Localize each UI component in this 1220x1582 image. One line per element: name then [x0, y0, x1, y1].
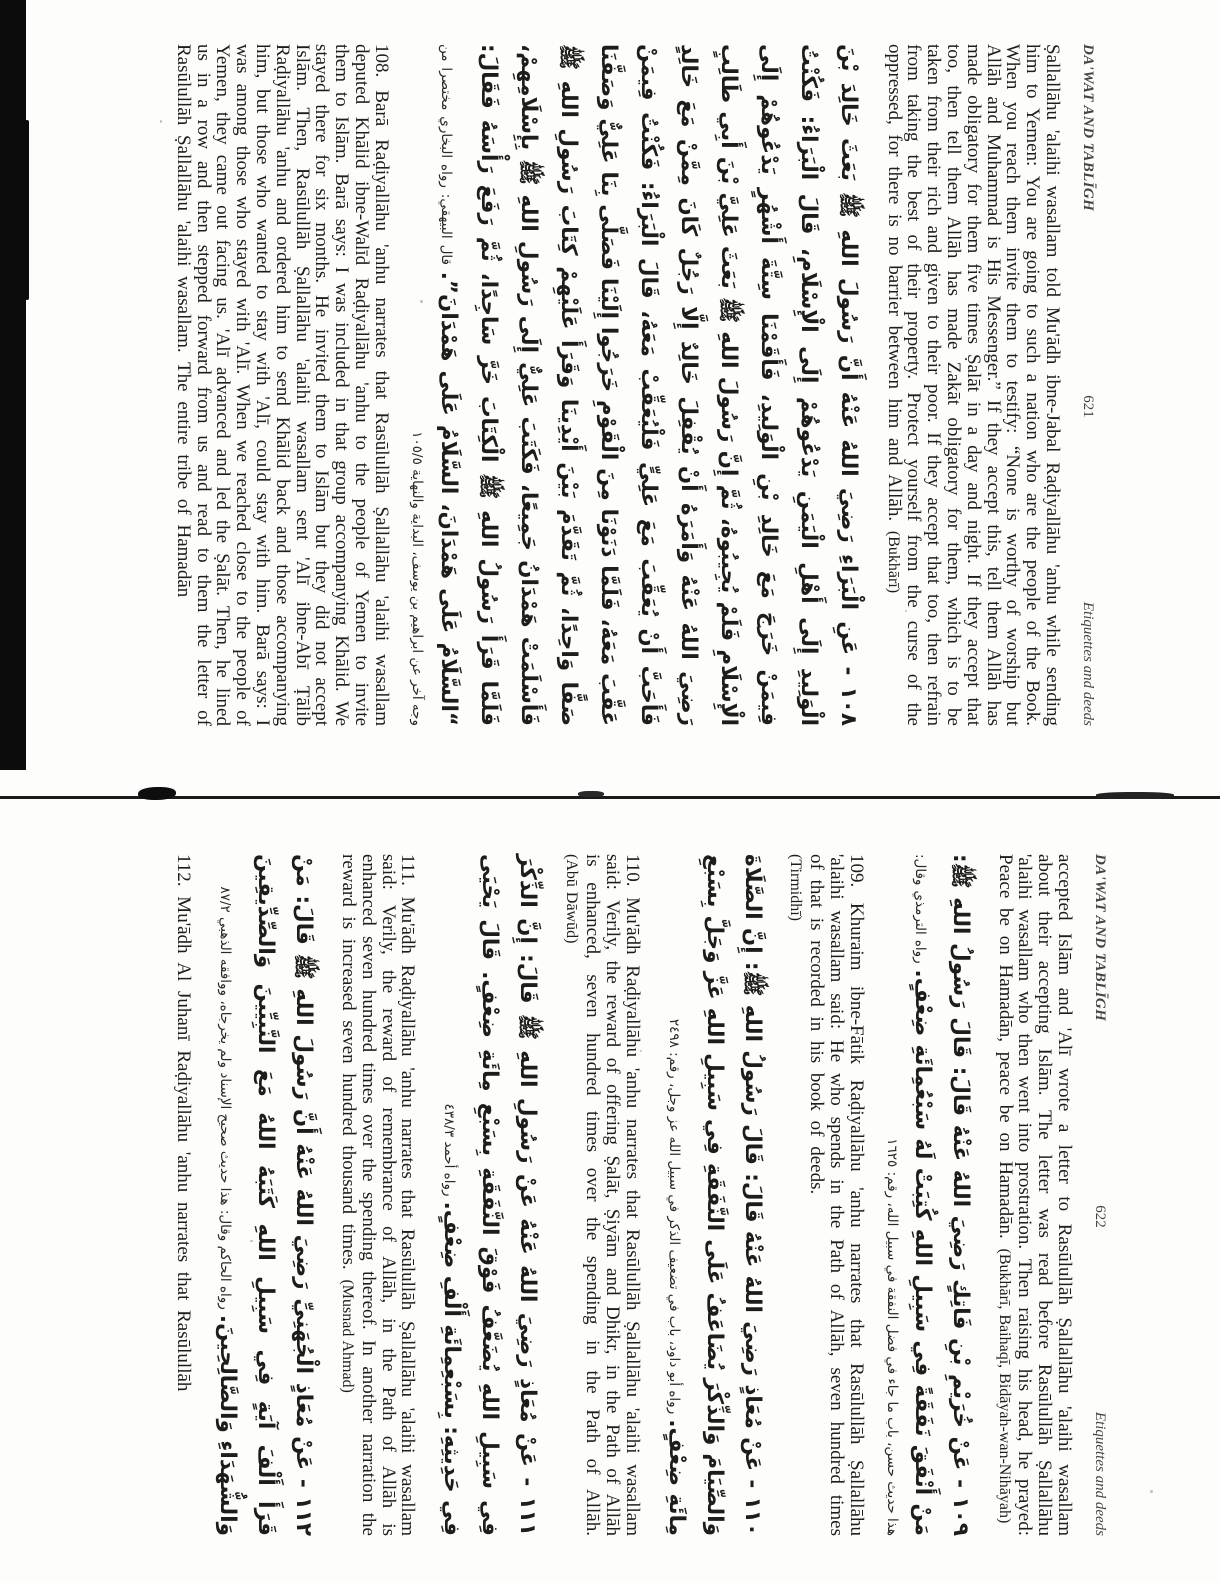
- section-title: Etiquettes and deeds: [1080, 601, 1096, 726]
- hadith-110-translation: [561, 854, 641, 1536]
- chapter-title: DA'WAT AND TABLĪGH: [1080, 44, 1096, 212]
- page-divider-line: [0, 796, 1220, 799]
- hadith-108-citation: (Bukhārī, Baihaqī, Bidāyah-wan-Nihāyah): [995, 1248, 1013, 1524]
- hadith-112-arabic: [208, 854, 322, 1536]
- hadith-111-translation: [337, 854, 417, 1536]
- chapter-title: DA'WAT AND TABLĪGH: [1092, 854, 1108, 1022]
- scan-ink-blob: [138, 787, 176, 800]
- hadith-111-translation-text: 111. Mu'ādh Raḍiyallāhu 'anhu narrates that Rasūlullāh Ṣallallāhu 'alaihi wasallam said: Verily, the reward of remembrance of Allāh, in the Path of Allāh is enhanced seven hundred times over the spending thereof. In another narration the reward is increased seven hundred thousand times.: [338, 854, 419, 1536]
- hadith-112-arabic-text: ١١٢ - عَنْ مُعَاذٍ الْجُهَنِيِّ رَضِيَ اللهُ عَنْهُ أَنَّ رَسُولَ اللهِ ﷺ قَالَ: مَنْ قَرَأَ أَلْفَ آيَةٍ فِي سَبِيلِ اللهِ كَتَبَهُ اللهُ مَعَ النَّبِيِّينَ وَالصِّدِّيقِينَ وَالشُّهَدَاءِ وَالصَّالِحِينَ.: [215, 854, 317, 1536]
- section-title: Etiquettes and deeds: [1092, 1411, 1108, 1536]
- hadith-111-citation: (Musnad Ahmad): [339, 1279, 357, 1393]
- hadith-112-arabic-reference: رواه الحاكم وقال: هذا حديث صحيح الإسناد ولم يخرجاه، ووافقه الذهبي ٨٧/٢: [217, 886, 234, 1310]
- hadith-108-arabic-reference: قال البيهقي: رواه البخاري مختصرا من وجه آخر عن ابراهيم بن يوسف، البداية والنهاية ١٠٥/٥: [408, 44, 454, 726]
- hadith-108-arabic-text: ١٠٨ - عَنِ الْبَرَاءِ رَضِيَ اللهُ عَنْهُ أَنَّ رَسُولَ اللهِ ﷺ بَعَثَ خَالِدَ بْنَ الْوَلِيدِ إِلَى أَهْلِ الْيَمَنِ يَدْعُوهُمْ إِلَى الْإِسْلَامِ، قَالَ الْبَرَاءُ: فَكُنْتُ فِيمَنْ خَرَجَ مَعَ خَالِدِ بْنِ الْوَلِيدِ، فَأَقَمْنَا سِتَّةَ أَشْهُرٍ يَدْعُوهُمْ إِلَى الْإِسْلَامِ فَلَمْ يُجِيبُوهُ، ثُمَّ إِنَّ رَسُولَ اللهِ ﷺ بَعَثَ عَلِيَّ بْنَ أَبِي طَالِبٍ رَضِيَ اللهُ عَنْهُ وَأَمَرَهُ أَنْ يُقْفِلَ خَالِدٌ إِلَّا رَجُلٌ كَانَ مِمَّنْ مَعَ خَالِدٍ فَأَحَبَّ أَنْ يُعَقِّبَ مَعَ عَلِيٍّ فَلْيُعَقِّبْ مَعَهُ، قَالَ الْبَرَاءُ: فَكُنْتُ فِيمَنْ عَقَّبَ مَعَهُ، فَلَمَّا دَنَوْنَا مِنَ الْقَوْمِ خَرَجُوا إِلَيْنَا فَصَلَّى بِنَا عَلِيٌّ وَصَفَّنَا صَفًّا وَاحِدًا، ثُمَّ تَقَدَّمَ بَيْنَ أَيْدِينَا وَقَرَأَ عَلَيْهِمْ كِتَابَ رَسُولِ اللهِ ﷺ فَأَسْلَمَتْ هَمْدَانُ جَمِيعًا، فَكَتَبَ عَلِيٌّ إِلَى رَسُولِ اللهِ ﷺ بِإِسْلَامِهِمْ، فَلَمَّا قَرَأَ رَسُولُ اللهِ ﷺ الْكِتَابَ خَرَّ سَاجِدًا، ثُمَّ رَفَعَ رَأْسَهُ فَقَالَ: “السَّلَامُ عَلَى هَمْدَانَ، السَّلَامُ عَلَى هَمْدَانَ”.: [435, 44, 861, 726]
- page-number: 621: [1080, 395, 1096, 418]
- running-header: [1079, 44, 1096, 726]
- hadith-110-arabic-text: ١١٠ - عَنْ مُعَاذٍ رَضِيَ اللهُ عَنْهُ قَالَ: قَالَ رَسُولُ اللهِ ﷺ: إِنَّ الصَّلَاةَ وَالصِّيَامَ وَالذِّكْرَ يُضَاعَفُ عَلَى النَّفَقَةِ فِي سَبِيلِ اللهِ عَزَّ وَجَلَّ بِسَبْعِ مِائَةِ ضِعْفٍ.: [663, 854, 765, 1536]
- hadith-110-translation-text: 110. Mu'ādh Raḍiyallāhu 'anhu narrates that Rasūlullāh Ṣallallāhu 'alaihi wasallam said: Verily, the reward of offering Ṣalāt, Ṣiyām and Dhikr, in the Path of Allāh is enhanced, seven hundred times over the spending in the Path of Allāh.: [582, 854, 643, 1536]
- hadith-107-citation: (Bukhārī): [884, 530, 902, 594]
- hadith-109-arabic-reference: رواه الترمذي وقال: هذا حديث حسن، باب ما جاء في فضل النفقة في سبيل الله، رقم: ١٦٢٥: [883, 854, 928, 1536]
- hadith-111-arabic-text: ١١١ - عَنْ مُعَاذٍ رَضِيَ اللهُ عَنْهُ عَنْ رَسُولِ اللهِ ﷺ قَالَ: إِنَّ الذِّكْرَ فِي سَبِيلِ اللهِ يُضَعَّفُ فَوْقَ النَّفَقَةِ بِسَبْعِ مِائَةِ ضِعْفٍ. قَالَ يَحْيَى فِي حَدِيثِهِ: بِسَبْعِمِائَةِ أَلْفِ ضِعْفٍ.: [439, 854, 541, 1536]
- scan-ink-blob: [1096, 792, 1174, 799]
- hadith-109-translation: [786, 854, 866, 1536]
- hadith-107-translation-text: Ṣallallāhu 'alaihi wasallam told Mu'ādh ibne-Jabal Raḍiyallāhu 'anhu while sending him to Yemen: You are going to such a nation who are the people of the Book. When you reach them invite them to testify: “None is worthy of worship but Allāh and Muhammad is His Messenger.” If they accept this, tell them Allāh has made obligatory for them five times Ṣalāt in a day and night. If they accept that too, then tell them Allāh has made Zakāt obligatory for them, which is to be taken from their rich and given to their poor. If they accept that too, then refrain from taking the best of their property. Protect yourself from the curse of the oppressed, for there is no barrier between him and Allāh.: [883, 44, 1063, 726]
- hadith-111-arabic-reference: رواه أحمد ٤٣٨/٣: [441, 1103, 458, 1197]
- hadith-109-citation: (Tirmidhī): [787, 854, 805, 921]
- hadith-109-arabic: [881, 854, 979, 1536]
- hadith-108-translation-continued-text: accepted Islām and 'Alī wrote a letter to Rasūlullāh Ṣallallāhu 'alaihi wasallam about their accepting Islām. The letter was read before Rasūlullāh Ṣallallāhu 'alaihi wasallam who then went into prostration. Then raising his head, he prayed: Peace be on Hamadān, peace be on Hamadān.: [994, 854, 1075, 1536]
- hadith-111-arabic: [432, 854, 546, 1536]
- hadith-112-translation-text: 112. Mu'ādh Al Juhanī Raḍiyallāhu 'anhu narrates that Rasūlullāh: [173, 854, 195, 1392]
- page-number: 622: [1092, 1205, 1108, 1228]
- hadith-110-citation: (Abū Dāwūd): [563, 854, 581, 944]
- hadith-107-translation: [883, 44, 1062, 726]
- hadith-108-arabic: [406, 44, 868, 726]
- hadith-110-arabic-reference: رواه أبو داود، باب في تضعيف الذكر في سبيل الله عز وجل، رقم: ٢٤٩٨: [665, 1018, 682, 1415]
- running-header: [1091, 854, 1108, 1536]
- hadith-108-translation: [173, 44, 391, 726]
- hadith-108-translation-continued: [994, 854, 1074, 1536]
- hadith-109-translation-text: 109. Khuraim ibne-Fātik Raḍiyallāhu 'anhu narrates that Rasūlullāh Ṣallallāhu 'alaihi wasallam said: He who spends in the Path of Allāh, seven hundred times of that is recorded in his book of deeds.: [806, 854, 867, 1536]
- hadith-108-translation-text: 108. Barā Raḍiyallāhu 'anhu narrates that Rasūlullāh Ṣallallāhu 'alaihi wasallam deputed Khālid ibne-Walīd Raḍiyallāhu 'anhu to the people of Yemen to invite them to Islām. Barā says: I was included in that group accompanying Khālid. We stayed there for six months. He invited them to Islām but they did not accept Islām. Then, Rasūlullāh Ṣallallāhu 'alaihi wasallam sent 'Alī ibne-Abī Ṭālib Raḍiyallāhu 'anhu and ordered him to send Khālid back and those accompanying him, but those who wanted to stay with 'Alī, could stay with him. Barā says: I was among those who stayed with 'Alī. When we reached close to the people of Yemen, they came out facing us. 'Alī advanced and led the Ṣalāt. Then, he lined us in a row and then stepped forward from us and read to them the letter of Rasūlullāh Ṣallallāhu 'alaihi wasallam. The entire tribe of Hamadān: [172, 44, 392, 726]
- scan-speckle: [1150, 1490, 1153, 1493]
- page-622: [5, 810, 1130, 1582]
- hadith-109-arabic-text: ١٠٩ - عَنْ خُرَيْمِ بْنِ فَاتِكٍ رَضِيَ اللهُ عَنْهُ قَالَ: قَالَ رَسُولُ اللهِ ﷺ: مَنْ أَنْفَقَ نَفَقَةً فِي سَبِيلِ اللهِ كُتِبَتْ لَهُ سَبْعُمِائَةِ ضِعْفٍ.: [909, 854, 973, 1536]
- hadith-110-arabic: [657, 854, 771, 1536]
- page-621: [0, 0, 1118, 772]
- scan-ink-blob: [578, 791, 604, 797]
- hadith-112-translation: [173, 854, 193, 1536]
